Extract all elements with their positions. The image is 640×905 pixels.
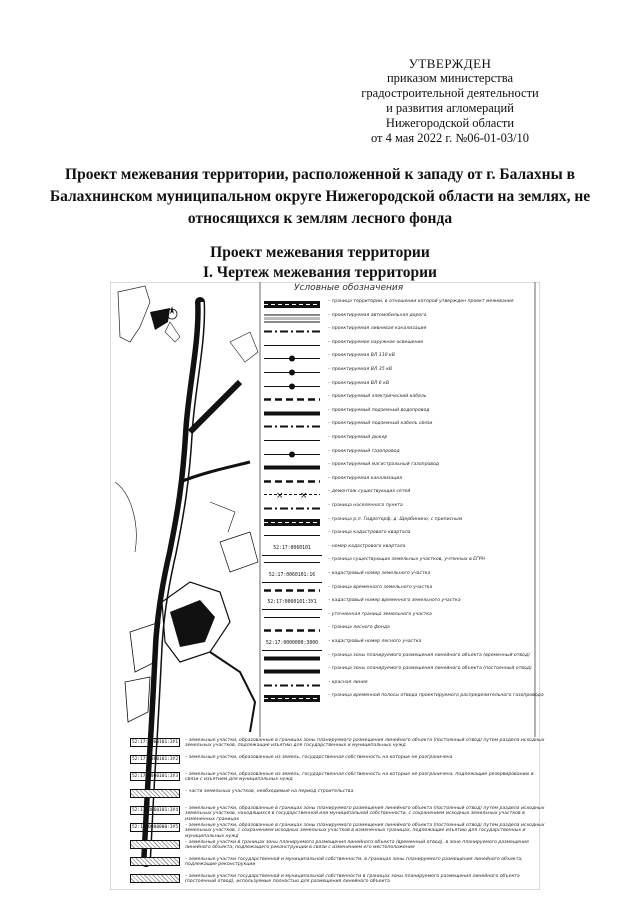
bottom-legend-label: – земельные участки, образованные из земель, государственная собственность на которые не разграничена: [185, 755, 453, 760]
legend-label: – проектируемое наружное освещение: [328, 339, 424, 345]
bottom-legend-symbol: 52:17:0060101:ЗУ4: [131, 808, 179, 813]
bottom-legend-symbol: 52:17:0060101:ЗУ3: [131, 774, 179, 779]
approval-line: приказом министерства: [386, 71, 514, 85]
bottom-legend-symbol: 52:17:0060101:ЗУ2: [131, 757, 179, 762]
legend-symbol: [262, 434, 322, 447]
legend-label: – проектируемая ВЛ 6 кВ: [328, 380, 390, 386]
section-title: Проект межевания территории: [210, 244, 430, 261]
bottom-legend-label: – земельные участки государственной и муниципальной собственности в границах зоны планируемого размещения линейного объекта (постоянный отвод), используемые полностью для размещения линейного объекта: [185, 874, 520, 885]
legend-symbol: [262, 380, 322, 393]
legend-symbol: [262, 597, 322, 610]
legend-label: – граница существующих земельных участков, учтенных в ЕГРН: [328, 557, 485, 563]
bottom-legend-item: [130, 840, 550, 856]
legend-label: – проектируемая ВЛ 35 кВ: [328, 367, 393, 372]
legend-symbol: [262, 692, 322, 705]
legend-symbol: [262, 570, 322, 583]
legend-label: – проектируемый газопровод: [328, 448, 400, 454]
document-title: Проект межевания территории, расположенной к западу от г. Балахны в Балахнинском муниципальном округе Нижегородской области на землях, не относящихся к землям лесного фонда: [49, 166, 591, 227]
legend-symbol: [262, 393, 322, 406]
bottom-legend-item: [130, 823, 550, 839]
bottom-legend-symbol: [130, 840, 180, 849]
legend-symbol: [262, 679, 322, 692]
legend-label: – проектируемый электрический кабель: [328, 394, 427, 400]
bottom-legend-item: [130, 806, 550, 822]
approval-heading: УТВЕРЖДЕН: [408, 56, 492, 71]
legend-label: – красная линия: [328, 679, 368, 685]
bottom-legend-label: – земельные участки, образованные в границах зоны планируемого размещения линейного объекта (постоянный отвод) путем раздела исходных земельных участков, находящихся в государственной или муниципальной собственности, с сохранением исходных земельных участков в измененных границах: [185, 806, 545, 822]
legend-symbol: [262, 325, 322, 338]
approval-line: и развития агломераций: [386, 101, 514, 115]
legend-label: – кадастровый номер земельного участка: [328, 571, 431, 576]
legend-symbol: [262, 502, 322, 515]
legend-label: – граница временного земельного участка: [328, 584, 433, 590]
legend-label: – кадастровый номер временного земельного участка: [328, 598, 461, 604]
legend-symbol: [262, 420, 322, 433]
legend-label: – граница временной полосы отвода проектируемого распределительного газопровода: [328, 693, 544, 699]
bottom-legend-item: [130, 874, 550, 890]
legend-label: – граница зоны планируемого размещения линейного объекта (постоянный отвод): [328, 666, 532, 672]
legend-symbol: [262, 584, 322, 597]
legend-label: – проектируемый подземный водопровод: [328, 407, 430, 413]
bottom-legend-item: [130, 789, 550, 805]
legend-symbol: [262, 339, 322, 352]
legend-label: – граница зоны планируемого размещения линейного объекта (временный отвод): [328, 652, 530, 658]
bottom-legend-label: – земельные участки, образованные в границах зоны планируемого размещения линейного объекта (постоянный отвод) путем раздела исходных земельных участков, подлежащие изъятию для государственных и муниципальных нужд: [185, 738, 545, 749]
legend-label: – номер кадастрового квартала: [328, 543, 406, 549]
bottom-legend-label: – земельные участки, образованные из земель, государственная собственность на которые не разграничена, подлежащие резервированию в связи с изъятием для муниципальных нужд: [185, 772, 534, 783]
legend-symbol: [262, 652, 322, 665]
bottom-legend-symbol: [130, 857, 180, 866]
bottom-legend-label: – земельные участки государственной и муниципальной собственности, в границах зоны планируемого размещения линейного объекта, подлежащие реконструкции: [185, 857, 523, 868]
legend-label: – уточненная граница земельного участка: [328, 611, 432, 617]
bottom-legend-label: – части земельных участков, необходимые на период строительства: [185, 789, 354, 794]
legend-symbol: [262, 407, 322, 420]
subsection-title: I. Чертеж межевания территории: [203, 264, 437, 281]
legend-label: – граница кадастрового квартала: [328, 530, 411, 536]
approval-line: градостроительной деятельности: [361, 86, 539, 100]
legend-symbol: [262, 298, 322, 311]
legend-symbol: [262, 556, 322, 569]
legend-symbol: [262, 312, 322, 325]
approval-line: Нижегородской области: [385, 116, 515, 130]
legend-symbol: [262, 475, 322, 488]
legend-symbol: [262, 611, 322, 624]
bottom-legend-item: [130, 755, 550, 771]
legend-heading: Условные обозначения: [294, 283, 404, 293]
legend-symbol: [262, 516, 322, 529]
legend-label: – граница населенного пункта: [328, 503, 403, 508]
bottom-legend-item: [130, 738, 550, 754]
legend-label: – проектируемая автомобильная дорога: [328, 312, 427, 318]
legend-symbol: [262, 488, 322, 501]
legend-symbol: [262, 624, 322, 637]
legend-symbol: [262, 461, 322, 474]
legend-label: – проектируемый подземный кабель связи: [328, 421, 433, 427]
legend-symbol: [262, 366, 322, 379]
bottom-legend-symbol: [130, 789, 180, 798]
legend-code: 52:17:0060101: [262, 543, 322, 556]
legend-label: – кадастровый номер лесного участка: [328, 639, 422, 644]
legend-symbol: [262, 638, 322, 651]
bottom-legend-symbol: 52:17:0000000:ЗУ5: [131, 825, 179, 830]
legend-symbol: [262, 352, 322, 365]
svg-text:×: ×: [276, 491, 284, 502]
bottom-legend-symbol: [130, 874, 180, 883]
legend-symbol: [262, 529, 322, 542]
approval-date: от 4 мая 2022 г. №06-01-03/10: [370, 131, 530, 145]
legend-symbol: [262, 665, 322, 678]
legend-symbol: [262, 448, 322, 461]
bottom-legend-label: – земельные участки, образованные в границах зоны планируемого размещения линейного объекта (постоянный отвод) путем раздела исходных земельных участков, с сохранением исходных земельных участков в измененных границах, подлежащие изъятию для государственных и муниципальных нужд: [185, 823, 545, 839]
legend-code: 52:17:0000000:3000: [262, 638, 322, 651]
bottom-legend-label: – земельные участки в границах зоны планируемого размещения линейного объекта (временный отвод), в зоне планируемого размещения линейного объекта, подлежащего реконструкции в связи с изменением его местоположения: [185, 840, 529, 851]
legend-label: – граница р.п. Гидроторф, д. Щербинино, с приписным: [328, 516, 463, 522]
legend-label: – проектируемая канализация: [328, 475, 403, 481]
bottom-legend-item: [130, 772, 550, 788]
legend-label: – проектируемый дюкер: [328, 435, 388, 440]
legend-label: – демонтаж существующих сетей: [328, 489, 411, 495]
legend-code: 52:17:0060101:ЗУ1: [262, 597, 322, 610]
legend-label: – проектируемая ВЛ 110 кВ: [328, 353, 395, 359]
bottom-legend-symbol: 52:17:0060101:ЗУ1: [131, 740, 179, 745]
bottom-legend-item: [130, 857, 550, 873]
legend-label: – проектируемая ливневая канализация: [328, 326, 427, 332]
legend-label: – граница территории, в отношении которой утвержден проект межевания: [328, 299, 514, 304]
legend-label: – проектируемый магистральный газопровод: [328, 462, 439, 468]
legend-symbol: [262, 543, 322, 556]
legend-code: 52:17:0060101:16: [262, 570, 322, 583]
svg-text:×: ×: [300, 491, 308, 502]
approval-stamp: [330, 56, 570, 146]
legend-label: – граница лесного фонда: [328, 625, 390, 631]
